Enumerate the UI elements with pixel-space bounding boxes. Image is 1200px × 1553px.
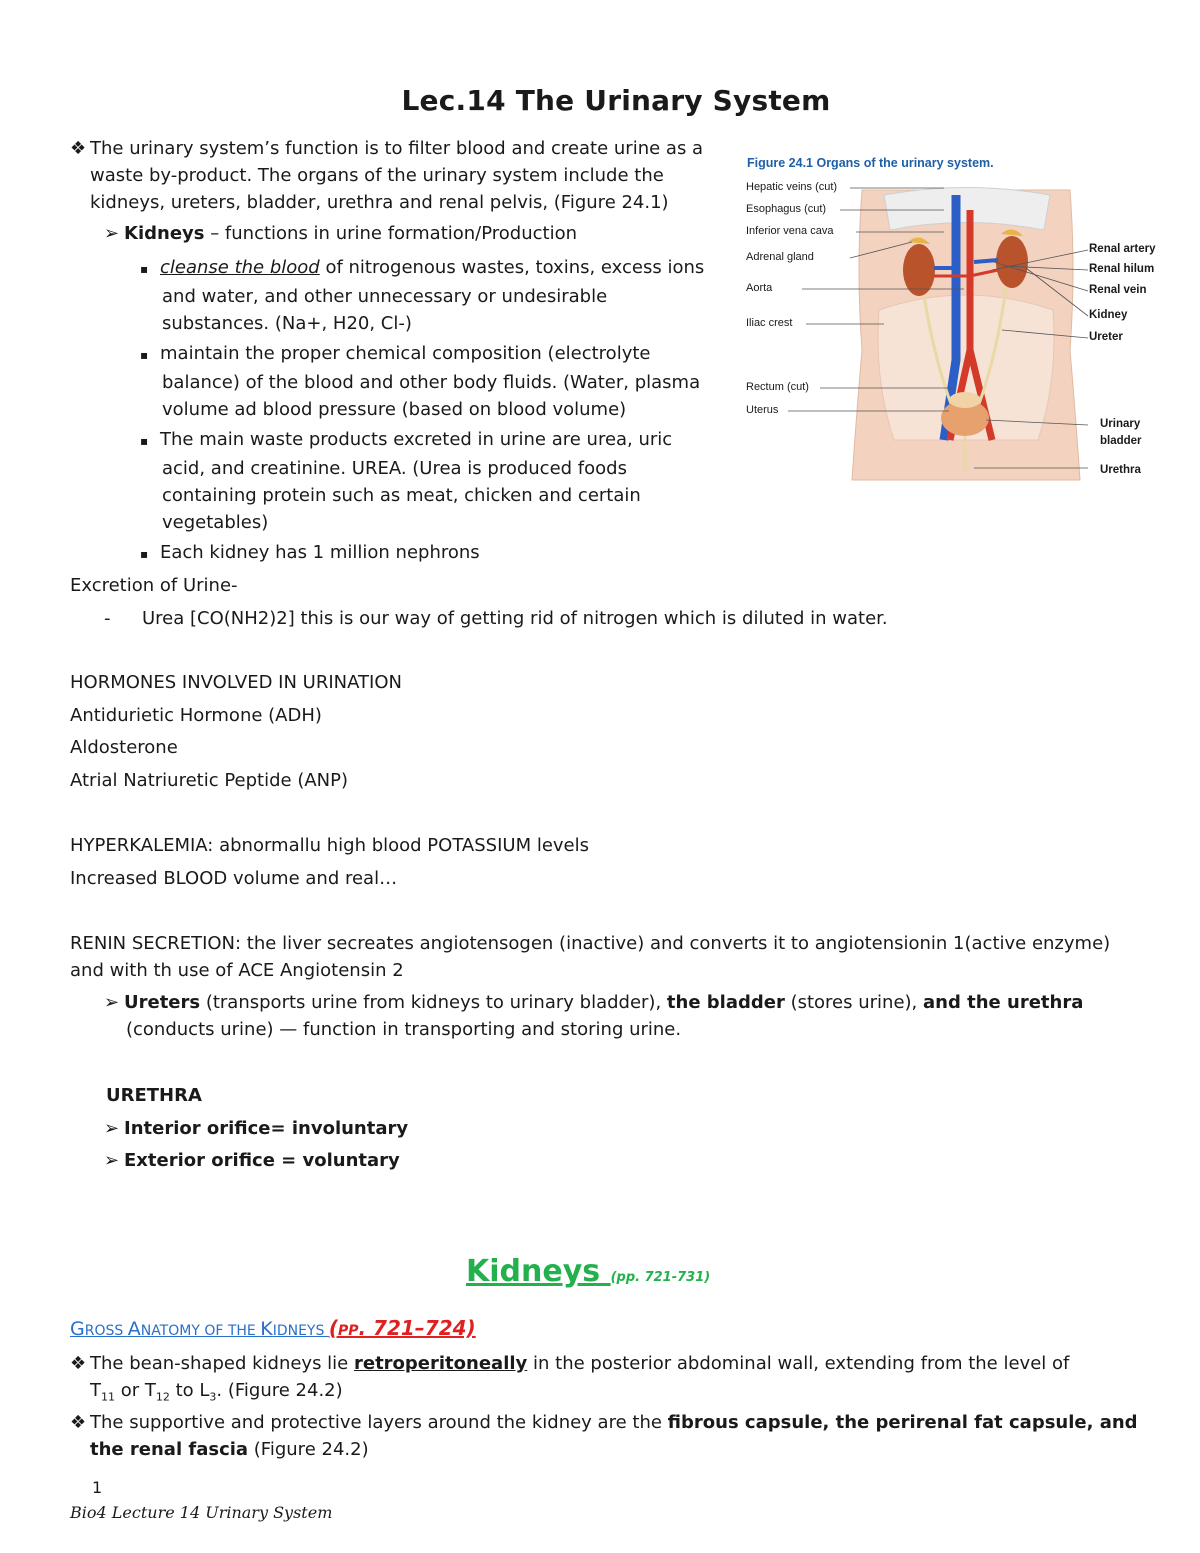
interior-orifice-text: Interior orifice= involuntary xyxy=(124,1118,409,1139)
label-ureter: Ureter xyxy=(1089,331,1123,343)
ureters-text: (transports urine from kidneys to urinary bladder), xyxy=(200,992,667,1013)
diamond-bullet-icon: ❖ xyxy=(70,1353,87,1374)
exterior-orifice-text: Exterior orifice = voluntary xyxy=(124,1150,400,1171)
figure-caption: Figure 24.1 Organs of the urinary system. xyxy=(747,156,994,170)
ureters-item-line-2: (conducts urine) — function in transporting and storing urine. xyxy=(126,1019,682,1040)
label-esophagus: Esophagus (cut) xyxy=(746,203,827,215)
excretion-item-text: Urea [CO(NH2)2] this is our way of getting rid of nitrogen which is diluted in water. xyxy=(142,608,888,629)
kidneys-heading-pages: (pp. 721-731) xyxy=(610,1270,711,1285)
capsule-layers-text: fibrous capsule, the perirenal fat capsule, and xyxy=(667,1412,1138,1433)
gross-anatomy-heading xyxy=(70,1314,476,1345)
renal-fascia-text: the renal fascia xyxy=(90,1439,249,1460)
hyperkalemia-line-1: HYPERKALEMIA: abnormallu high blood POTASSIUM levels xyxy=(70,835,590,856)
label-urethra: Urethra xyxy=(1100,464,1141,476)
vertebra-number: 12 xyxy=(155,1390,170,1404)
label-hepatic-veins: Hepatic veins (cut) xyxy=(746,181,838,193)
gross-heading-part: IDNEYS xyxy=(272,1323,329,1339)
sub-bullet-2 xyxy=(140,340,700,423)
bladder-text: (stores urine), xyxy=(784,992,923,1013)
sub-bullet-1-line-1: of nitrogenous wastes, toxins, excess ions xyxy=(319,257,705,278)
diamond-bullet-icon: ❖ xyxy=(70,1412,87,1433)
label-renal-vein: Renal vein xyxy=(1089,284,1147,296)
bladder-label: the bladder xyxy=(666,992,785,1013)
label-uterus: Uterus xyxy=(746,404,779,416)
vertebra-t: T xyxy=(90,1380,101,1401)
label-kidney: Kidney xyxy=(1089,309,1128,321)
pp-range: . 721–724) xyxy=(358,1316,476,1340)
hormones-heading: HORMONES INVOLVED IN URINATION xyxy=(70,672,402,693)
arrow-bullet-icon: ➢ xyxy=(104,1150,120,1171)
footer-text: Bio4 Lecture 14 Urinary System xyxy=(70,1503,333,1522)
urethra-item-2 xyxy=(104,1147,400,1174)
pp-open: ( xyxy=(328,1316,338,1340)
label-rectum: Rectum (cut) xyxy=(746,381,809,393)
square-bullet-icon: ▪ xyxy=(140,262,149,276)
kidneys-item xyxy=(104,220,577,247)
sub-bullet-3-line-2: acid, and creatinine. UREA. (Urea is produced foods xyxy=(162,458,627,479)
kidneys-item-title: Kidneys xyxy=(124,223,205,244)
gross-bullet-1-pre: The bean-shaped kidneys lie xyxy=(90,1353,354,1374)
ureters-label: Ureters xyxy=(124,992,201,1013)
excretion-heading: Excretion of Urine- xyxy=(70,575,238,596)
gross-heading-part: A xyxy=(127,1318,141,1340)
sub-bullet-2-line-3: volume ad blood pressure (based on blood volume) xyxy=(162,399,627,420)
gross-bullet-2 xyxy=(70,1409,1138,1463)
sub-bullet-4 xyxy=(140,539,480,568)
square-bullet-icon: ▪ xyxy=(140,348,149,362)
sub-bullet-3 xyxy=(140,426,672,536)
figure-ref: (Figure 24.2) xyxy=(248,1439,369,1460)
intro-paragraph xyxy=(70,135,703,216)
label-iliac-crest: Iliac crest xyxy=(746,317,793,329)
intro-line-2: waste by-product. The organs of the urinary system include the xyxy=(90,165,664,186)
retroperitoneally-text: retroperitoneally xyxy=(353,1353,528,1374)
label-renal-artery: Renal artery xyxy=(1089,243,1156,255)
renin-line-1: RENIN SECRETION: the liver secreates angiotensogen (inactive) and converts it to angiotensionin 1(active enzyme) xyxy=(70,933,1111,954)
sub-bullet-3-line-4: vegetables) xyxy=(162,512,269,533)
square-bullet-icon: ▪ xyxy=(140,434,149,448)
dash-bullet: - xyxy=(104,608,111,629)
cleanse-blood-text: cleanse the blood xyxy=(160,257,320,278)
sub-bullet-2-line-1: maintain the proper chemical composition (electrolyte xyxy=(160,343,651,364)
intro-line-1: The urinary system’s function is to filter blood and create urine as a xyxy=(90,138,704,159)
gross-heading-part: G xyxy=(70,1318,85,1340)
hormone-anp: Atrial Natriuretic Peptide (ANP) xyxy=(70,770,348,791)
label-renal-hilum: Renal hilum xyxy=(1089,263,1155,275)
urethra-heading: URETHRA xyxy=(106,1085,202,1106)
gross-bullet-1 xyxy=(70,1350,1069,1411)
gross-heading-part: NATOMY OF THE xyxy=(140,1323,261,1339)
page-number: 1 xyxy=(92,1478,103,1497)
urethra-item-1 xyxy=(104,1115,408,1142)
sub-bullet-1-line-3: substances. (Na+, H20, Cl-) xyxy=(162,313,412,334)
figure-ref: . (Figure 24.2) xyxy=(216,1380,343,1401)
arrow-bullet-icon: ➢ xyxy=(104,1118,120,1139)
vertebra-or: or T xyxy=(115,1380,156,1401)
sub-bullet-4-text: Each kidney has 1 million nephrons xyxy=(160,542,480,563)
gross-heading-part: ROSS xyxy=(84,1323,128,1339)
label-inferior-vena-cava: Inferior vena cava xyxy=(746,225,834,237)
urethra-label: and the urethra xyxy=(923,992,1084,1013)
pp-label: PP xyxy=(337,1323,359,1339)
intro-line-3: kidneys, ureters, bladder, urethra and renal pelvis, (Figure 24.1) xyxy=(90,192,669,213)
kidneys-item-text: – functions in urine formation/Production xyxy=(204,223,578,244)
hormone-aldosterone: Aldosterone xyxy=(70,737,178,758)
excretion-item xyxy=(104,605,888,632)
gross-heading-part: K xyxy=(260,1318,273,1340)
vertebra-number: 11 xyxy=(101,1390,115,1404)
sub-bullet-1-line-2: and water, and other unnecessary or undesirable xyxy=(162,286,608,307)
urinary-system-figure xyxy=(744,150,1164,490)
label-bladder: bladder xyxy=(1100,435,1142,447)
hormone-adh: Antidurietic Hormone (ADH) xyxy=(70,705,322,726)
arrow-bullet-icon: ➢ xyxy=(104,223,120,244)
kidneys-section-heading xyxy=(466,1252,710,1298)
square-bullet-icon: ▪ xyxy=(140,547,149,561)
label-aorta: Aorta xyxy=(746,282,773,294)
sub-bullet-3-line-3: containing protein such as meat, chicken and certain xyxy=(162,485,641,506)
ureters-item xyxy=(104,989,1083,1043)
gross-bullet-1-post: in the posterior abdominal wall, extending from the level of xyxy=(527,1353,1070,1374)
sub-bullet-1 xyxy=(140,254,704,337)
page-title: Lec.14 The Urinary System xyxy=(401,84,831,117)
hyperkalemia-line-2: Increased BLOOD volume and real… xyxy=(70,868,398,889)
sub-bullet-3-line-1: The main waste products excreted in urine are urea, uric xyxy=(160,429,673,450)
gross-bullet-2-pre: The supportive and protective layers around the kidney are the xyxy=(90,1412,668,1433)
renin-line-2: and with th use of ACE Angiotensin 2 xyxy=(70,960,404,981)
vertebra-to: to L xyxy=(169,1380,210,1401)
label-adrenal-gland: Adrenal gland xyxy=(746,251,814,263)
kidneys-heading-text: Kidneys xyxy=(466,1254,611,1289)
label-urinary: Urinary xyxy=(1100,418,1141,430)
diamond-bullet-icon: ❖ xyxy=(70,138,87,159)
gross-bullet-1-line-2 xyxy=(70,1377,1069,1411)
vertebra-number: 3 xyxy=(209,1390,217,1404)
arrow-bullet-icon: ➢ xyxy=(104,992,120,1013)
sub-bullet-2-line-2: balance) of the blood and other body fluids. (Water, plasma xyxy=(162,372,701,393)
